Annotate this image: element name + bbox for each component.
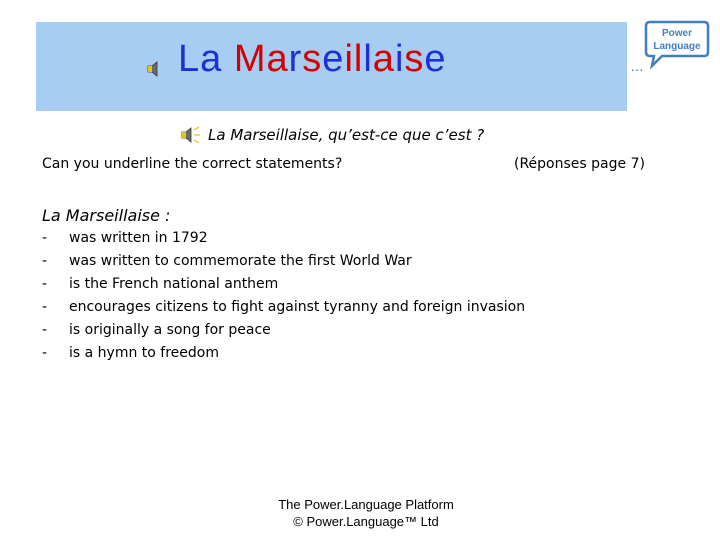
- page-title: [178, 40, 447, 78]
- footer-line-copyright: © Power.Language™ Ltd: [293, 514, 439, 529]
- title-letter: s: [404, 38, 425, 80]
- statement-text: is a hymn to freedom: [69, 345, 219, 361]
- title-letter: l: [353, 38, 364, 80]
- statement-text: was written to commemorate the first World War: [69, 253, 412, 269]
- speaker-icon[interactable]: [180, 126, 202, 148]
- bullet-dash: -: [42, 276, 48, 292]
- footer-line-platform: The Power.Language Platform: [278, 497, 454, 512]
- title-letter: a: [266, 38, 289, 80]
- subtitle: La Marseillaise, qu’est-ce que c’est ?: [208, 126, 485, 144]
- title-letter: l: [363, 38, 373, 80]
- title-letter: L: [178, 38, 201, 80]
- statement-text: is originally a song for peace: [69, 322, 271, 338]
- svg-text:Power: Power: [661, 28, 693, 39]
- bullet-dash: -: [42, 345, 48, 361]
- statement-text: is the French national anthem: [69, 276, 279, 292]
- statement-text: was written in 1792: [69, 230, 208, 246]
- title-letter: a: [372, 38, 395, 80]
- title-letter: M: [233, 38, 267, 80]
- title-letter: s: [302, 38, 323, 80]
- title-letter: e: [322, 38, 345, 80]
- speaker-icon[interactable]: [146, 60, 164, 82]
- title-letter: [222, 38, 234, 80]
- title-letter: i: [394, 38, 405, 80]
- section-heading: La Marseillaise :: [42, 206, 171, 225]
- title-letter: i: [344, 38, 354, 80]
- power-language-logo: [640, 18, 712, 70]
- bullet-dash: -: [42, 253, 48, 269]
- statement-text: encourages citizens to fight against tyranny and foreign invasion: [69, 299, 526, 315]
- footer: [230, 496, 502, 530]
- bullet-dash: -: [42, 299, 48, 315]
- title-letter: a: [200, 38, 223, 80]
- answers-note: (Réponses page 7): [514, 156, 645, 172]
- bullet-dash: -: [42, 230, 48, 246]
- instruction-text: Can you underline the correct statements?: [42, 156, 343, 172]
- logo-dots: …: [630, 58, 644, 74]
- title-letter: r: [288, 38, 303, 80]
- svg-text:Language: Language: [653, 41, 701, 52]
- title-letter: e: [424, 38, 447, 80]
- bullet-dash: -: [42, 322, 48, 338]
